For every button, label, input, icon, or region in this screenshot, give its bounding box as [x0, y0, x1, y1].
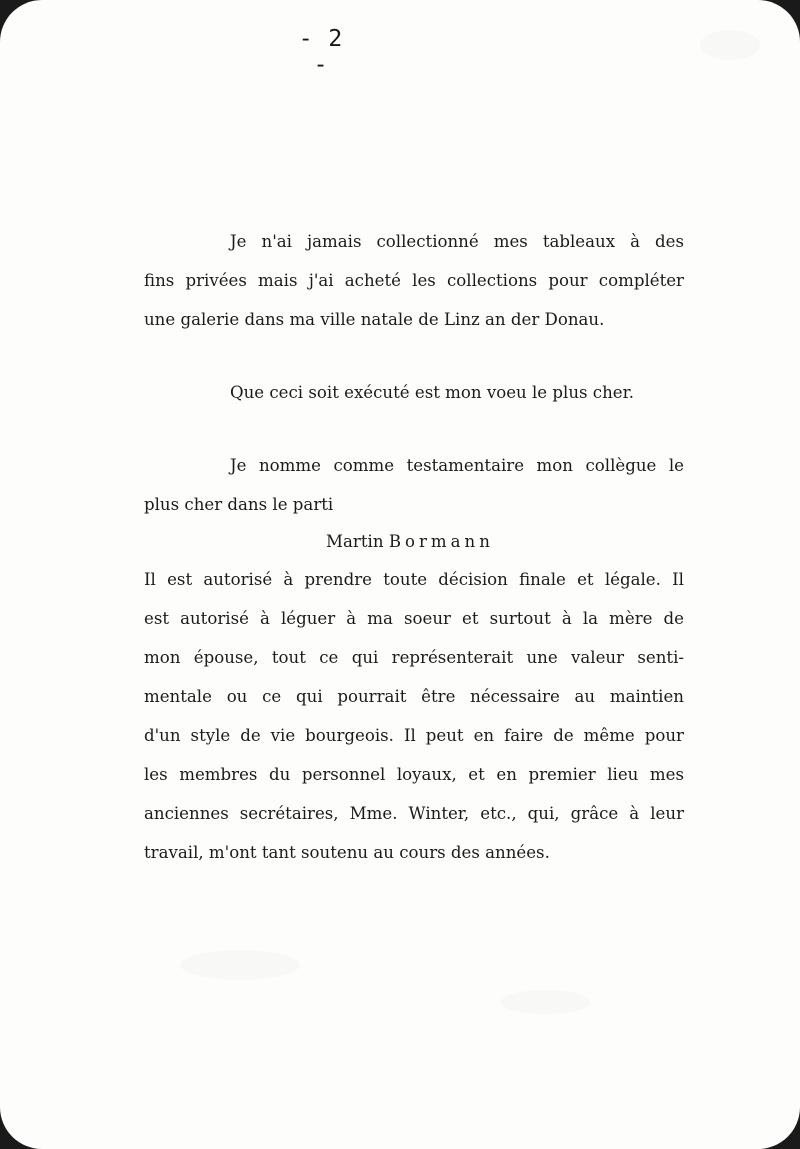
text-line: anciennes secrétaires, Mme. Winter, etc., qui, grâce à leur [144, 804, 684, 823]
paper-smudge [700, 30, 760, 60]
executor-first-name: Martin [326, 532, 384, 551]
text-line: une galerie dans ma ville natale de Linz an der Donau. [144, 310, 605, 329]
text-line: Je nomme comme testamentaire mon collègue le [230, 456, 684, 475]
executor-name [144, 522, 676, 561]
page-number: - 2 - [298, 26, 344, 78]
text-line: Je n'ai jamais collectionné mes tableaux à des [230, 232, 684, 251]
paragraph-executor-powers [144, 560, 684, 872]
paragraph-collections [144, 222, 684, 339]
text-line: les membres du personnel loyaux, et en premier lieu mes [144, 765, 684, 784]
paragraph-executor-intro [144, 446, 684, 524]
text-line: mentale ou ce qui pourrait être nécessaire au maintien [144, 687, 684, 706]
executor-last-name: Bormann [388, 532, 494, 551]
text-line: fins privées mais j'ai acheté les collections pour compléter [144, 271, 684, 290]
text-line: est autorisé à léguer à ma soeur et surtout à la mère de [144, 609, 684, 628]
text-line: d'un style de vie bourgeois. Il peut en faire de même pour [144, 726, 684, 745]
text-line: plus cher dans le parti [144, 495, 334, 514]
text-line: mon épouse, tout ce qui représenterait une valeur senti- [144, 648, 684, 667]
paragraph-wish [144, 373, 684, 412]
text-line: Que ceci soit exécuté est mon voeu le plus cher. [230, 383, 634, 402]
paper-smudge [500, 990, 590, 1014]
text-line: Il est autorisé à prendre toute décision finale et légale. Il [144, 570, 684, 589]
text-line: travail, m'ont tant soutenu au cours des années. [144, 843, 550, 862]
paper-smudge [180, 950, 300, 980]
